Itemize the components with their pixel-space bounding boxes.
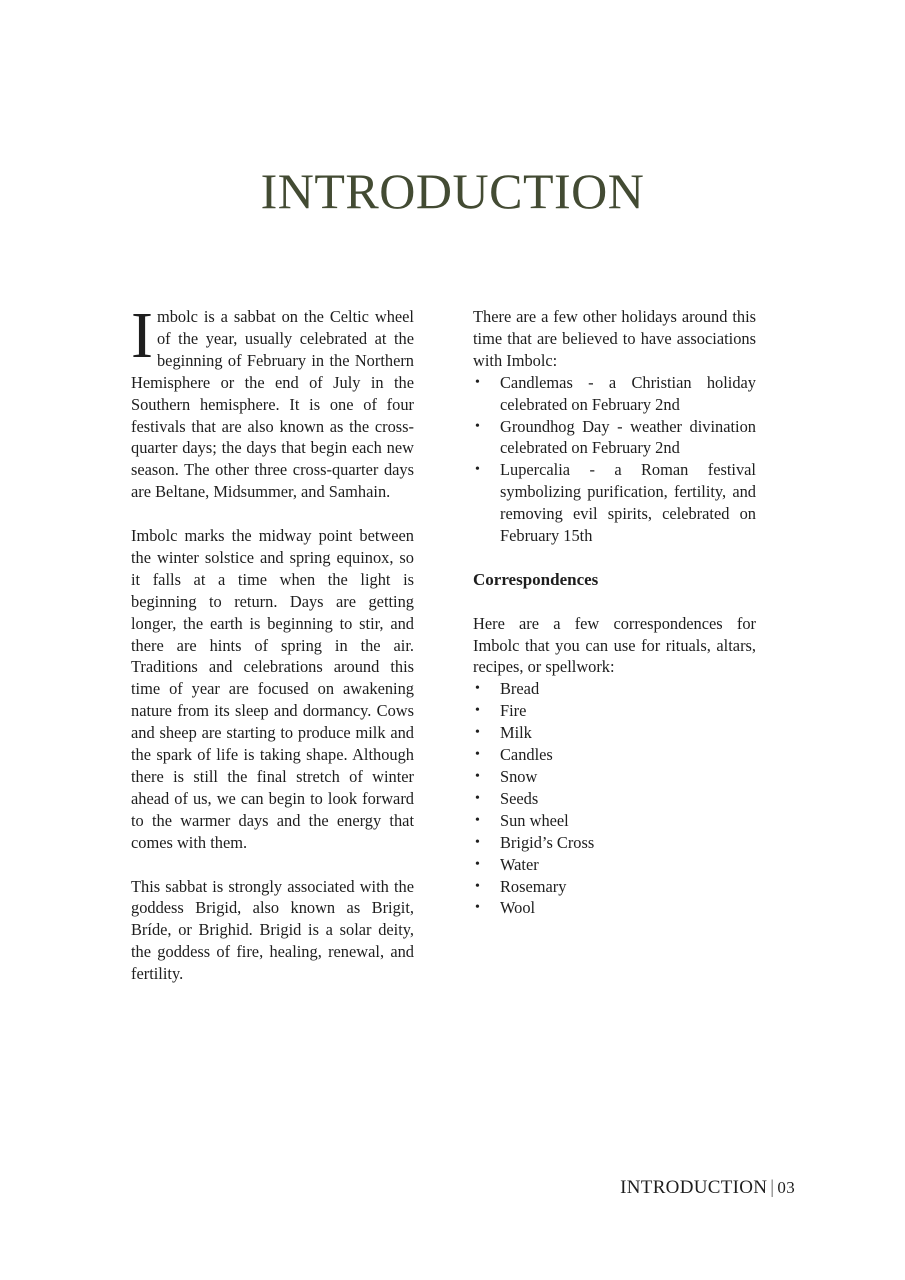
page-footer xyxy=(620,1177,795,1199)
bullet-icon: • xyxy=(475,747,480,763)
list-item: • Rosemary xyxy=(475,876,567,896)
bullet-icon: • xyxy=(475,418,480,434)
page-number: 03 xyxy=(777,1178,795,1197)
bullet-icon: • xyxy=(475,769,480,784)
list-item: • Snow xyxy=(475,767,538,786)
list-item: • Fire xyxy=(475,701,527,721)
list-item: • Candles xyxy=(475,745,553,765)
list-item: • Bread xyxy=(475,679,540,699)
bullet-icon: • xyxy=(475,374,480,390)
midway-paragraph: Imbolc marks the midway point between the winter solstice and spring equinox, so it falls at a time when the light is beginning to return. Days are getting longer, the earth is beginning to stir, and there are hints of spring in the air. Traditions and celebrations around this time of year are focused on awakening nature from its sleep and dormancy. Cows and sheep are starting to produce milk and the spark of life is taking shape. Although there is still the final stretch of winter ahead of us, we can begin to look forward to the warmer days and the energy that comes with them. xyxy=(131,526,414,852)
bullet-icon: • xyxy=(475,462,480,478)
list-item: • Seeds xyxy=(475,788,539,808)
list-item: • Water xyxy=(475,854,539,874)
bullet-icon: • xyxy=(475,900,480,916)
intro-paragraph xyxy=(131,299,414,503)
list-item: • Brigid’s Cross xyxy=(475,832,595,852)
bullet-icon: • xyxy=(475,703,480,719)
intro-paragraph-text: mbolc is a sabbat on the Celtic wheel of the year, usually celebrated at the beginning of February in the Northern Hemisphere or the end of July in the Southern hemisphere. It is one of four festivals that are also known as the cross-quarter days; the days that begin each new season. The other three cross-quarter days are Beltane, Midsummer, and Samhain. xyxy=(131,307,414,502)
bullet-icon: • xyxy=(475,834,480,850)
list-item: • Groundhog Day - weather divination celebrated on February 2nd xyxy=(475,416,756,458)
correspondences-heading: Correspondences xyxy=(473,569,599,589)
list-item: • Sun wheel xyxy=(475,810,569,830)
list-item: • Candlemas - a Christian holiday celebrated on February 2nd xyxy=(475,372,756,414)
holidays-list xyxy=(473,372,756,547)
bullet-icon: • xyxy=(475,878,480,894)
footer-section-title: INTRODUCTION xyxy=(620,1177,768,1198)
list-item: • Wool xyxy=(475,898,536,918)
bullet-icon: • xyxy=(475,725,480,741)
right-column xyxy=(473,306,756,941)
list-item: • Lupercalia - a Roman festival symbolizing purification, fertility, and removing evil spirits, celebrated on February 15th xyxy=(475,460,756,546)
correspondences-intro: Here are a few correspondences for Imbolc that you can use for rituals, altars, recipes, or spellwork: xyxy=(473,613,756,677)
bullet-icon: • xyxy=(475,681,480,697)
correspondences-list xyxy=(473,678,756,919)
bullet-icon: • xyxy=(475,856,480,872)
list-item: • Milk xyxy=(475,723,532,743)
bullet-icon: • xyxy=(475,812,480,828)
bullet-icon: • xyxy=(475,790,480,806)
drop-cap: I xyxy=(131,299,153,372)
left-column xyxy=(131,299,414,1007)
footer-separator: | xyxy=(770,1177,775,1198)
holidays-intro: There are a few other holidays around this time that are believed to have associations with Imbolc: xyxy=(473,307,756,370)
brigid-paragraph: This sabbat is strongly associated with the goddess Brigid, also known as Brigit, Bríde, or Brighid. Brigid is a solar deity, the goddess of fire, healing, renewal, and fertility. xyxy=(131,876,414,984)
page-title: INTRODUCTION xyxy=(260,163,645,219)
